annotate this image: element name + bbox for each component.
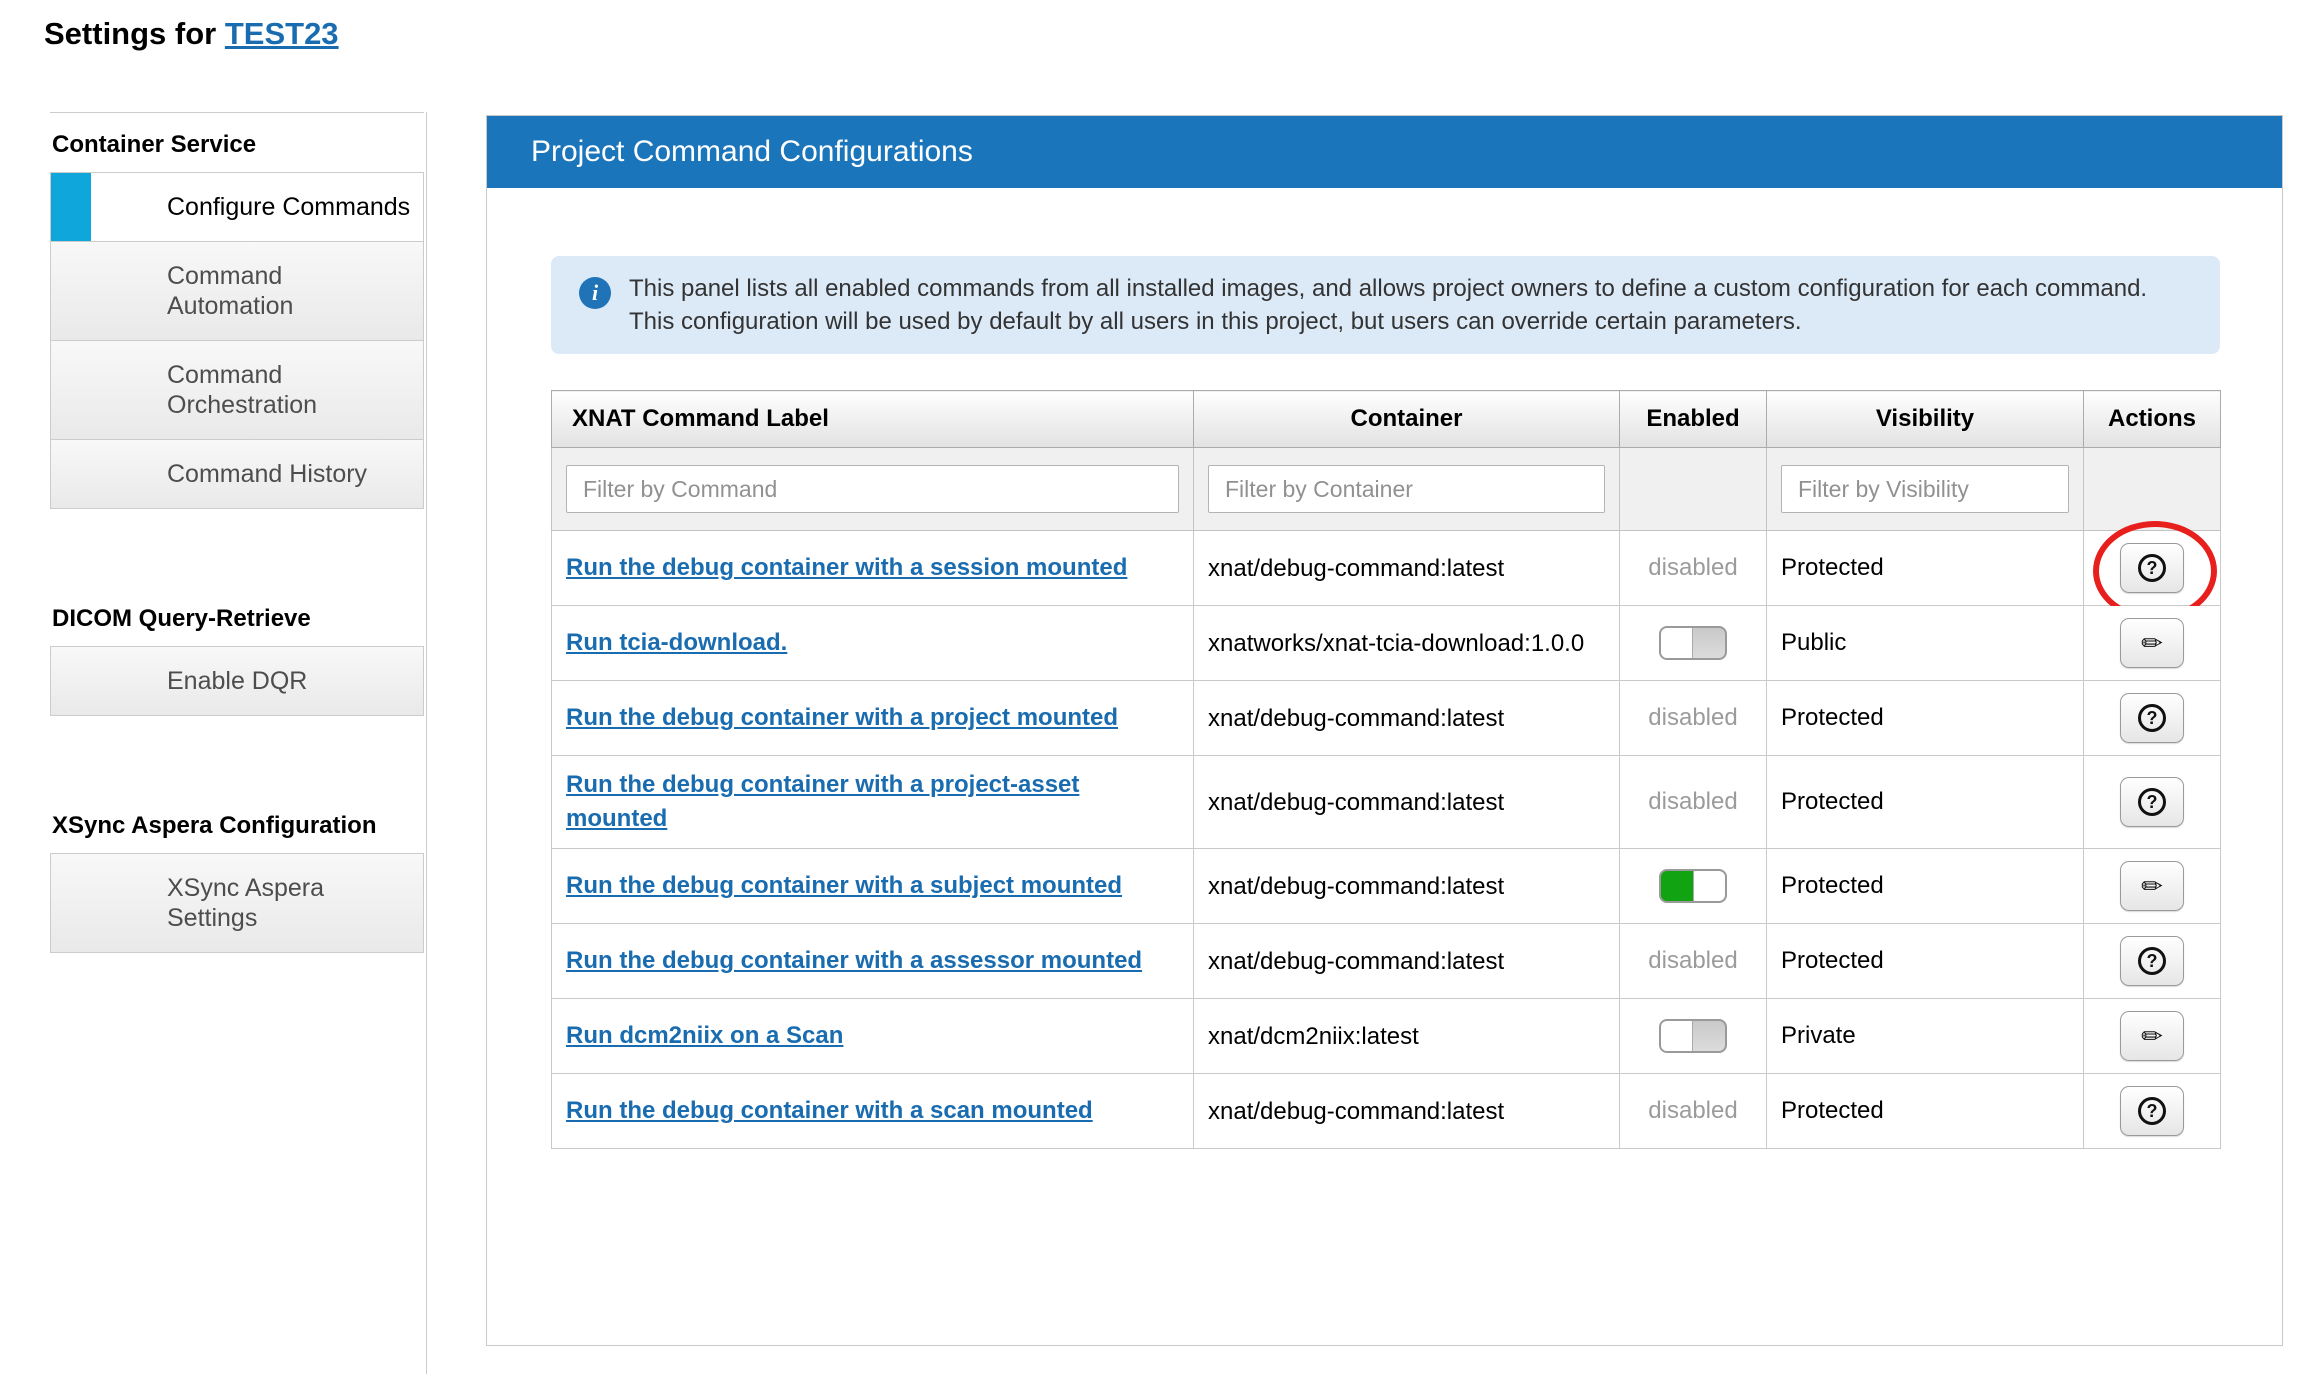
sidebar-item-label: XSync Aspera Settings: [167, 874, 325, 932]
container-value: xnat/dcm2niix:latest: [1194, 999, 1620, 1074]
project-command-configurations-panel: [486, 115, 2283, 1346]
question-circle-icon: ?: [2138, 947, 2166, 975]
question-circle-icon: ?: [2138, 704, 2166, 732]
info-text: This panel lists all enabled commands from all installed images, and allows project owners to define a custom configuration for each command. This configuration will be used by default by all users in this project, but users can override certain parameters.: [629, 275, 2148, 335]
sidebar-item-command-automation[interactable]: [50, 242, 424, 341]
sidebar-section-container-service: [50, 113, 424, 509]
info-message: [551, 256, 2220, 354]
command-config-table: [551, 390, 2221, 1149]
help-button[interactable]: [2120, 693, 2184, 743]
command-link[interactable]: Run the debug container with a subject mounted: [566, 872, 1123, 899]
sidebar-section-title: XSync Aspera Configuration: [50, 794, 424, 854]
enabled-toggle-off[interactable]: [1659, 626, 1727, 660]
column-header-xnat-command-label: XNAT Command Label: [552, 391, 1194, 448]
info-icon: i: [579, 277, 611, 309]
enabled-status-text: disabled: [1648, 1097, 1738, 1124]
help-button[interactable]: [2120, 936, 2184, 986]
command-link[interactable]: Run the debug container with a project-asset mounted: [566, 771, 1080, 832]
panel-header: [487, 116, 2282, 188]
command-link[interactable]: Run the debug container with a session mounted: [566, 554, 1128, 581]
toggle-knob: [1661, 628, 1693, 658]
settings-sidebar: [50, 112, 424, 953]
sidebar-section-xsync-aspera: [50, 794, 424, 953]
container-value: xnat/debug-command:latest: [1194, 531, 1620, 606]
container-value: xnat/debug-command:latest: [1194, 849, 1620, 924]
filter-actions-empty-cell: [2084, 448, 2221, 531]
sidebar-section-dicom-query-retrieve: [50, 587, 424, 716]
table-header-row: [552, 391, 2221, 448]
sidebar-item-label: Command Orchestration: [167, 361, 318, 419]
visibility-value: Protected: [1767, 531, 2084, 606]
enabled-status-text: disabled: [1648, 554, 1738, 581]
table-row: [552, 756, 2221, 849]
toggle-knob: [1693, 871, 1725, 901]
page-title: [44, 16, 339, 52]
table-row: [552, 606, 2221, 681]
sidebar-divider: [426, 112, 427, 1374]
command-link[interactable]: Run the debug container with a assessor mounted: [566, 947, 1143, 974]
filter-enabled-empty-cell: [1620, 448, 1767, 531]
column-header-visibility: Visibility: [1767, 391, 2084, 448]
table-filter-row: [552, 448, 2221, 531]
sidebar-item-label: Enable DQR: [167, 667, 308, 695]
table-row: [552, 1074, 2221, 1149]
project-link[interactable]: TEST23: [224, 16, 339, 51]
column-header-actions: Actions: [2084, 391, 2221, 448]
edit-button[interactable]: [2120, 1011, 2184, 1061]
visibility-value: Protected: [1767, 924, 2084, 999]
visibility-value: Protected: [1767, 756, 2084, 849]
filter-by-container-input[interactable]: [1208, 465, 1605, 513]
visibility-value: Protected: [1767, 681, 2084, 756]
sidebar-section-title: DICOM Query-Retrieve: [50, 587, 424, 647]
sidebar-item-label: Command Automation: [167, 262, 294, 320]
visibility-value: Private: [1767, 999, 2084, 1074]
enabled-toggle-off[interactable]: [1659, 1019, 1727, 1053]
sidebar-section-title: Container Service: [50, 113, 424, 173]
enabled-toggle-on[interactable]: [1659, 869, 1727, 903]
pencil-icon: ✏: [2141, 871, 2163, 901]
table-row: [552, 999, 2221, 1074]
table-row: [552, 531, 2221, 606]
active-tab-indicator: [51, 173, 91, 241]
question-circle-icon: ?: [2138, 1097, 2166, 1125]
sidebar-item-command-history[interactable]: [50, 440, 424, 509]
visibility-value: Public: [1767, 606, 2084, 681]
question-circle-icon: ?: [2138, 788, 2166, 816]
command-link[interactable]: Run the debug container with a scan mounted: [566, 1097, 1093, 1124]
page-title-prefix: Settings for: [44, 16, 225, 51]
table-row: [552, 924, 2221, 999]
help-button[interactable]: [2120, 1086, 2184, 1136]
table-row: [552, 849, 2221, 924]
toggle-knob: [1661, 1021, 1693, 1051]
help-button[interactable]: [2120, 543, 2184, 593]
column-header-container: Container: [1194, 391, 1620, 448]
command-link[interactable]: Run the debug container with a project mounted: [566, 704, 1119, 731]
enabled-status-text: disabled: [1648, 788, 1738, 815]
table-row: [552, 681, 2221, 756]
question-circle-icon: ?: [2138, 554, 2166, 582]
edit-button[interactable]: [2120, 618, 2184, 668]
container-value: xnat/debug-command:latest: [1194, 756, 1620, 849]
command-link[interactable]: Run dcm2niix on a Scan: [566, 1022, 844, 1049]
sidebar-item-enable-dqr[interactable]: [50, 647, 424, 716]
sidebar-item-configure-commands[interactable]: [50, 173, 424, 242]
command-link[interactable]: Run tcia-download.: [566, 629, 788, 656]
container-value: xnat/debug-command:latest: [1194, 924, 1620, 999]
visibility-value: Protected: [1767, 1074, 2084, 1149]
filter-by-visibility-input[interactable]: [1781, 465, 2069, 513]
pencil-icon: ✏: [2141, 1021, 2163, 1051]
sidebar-item-command-orchestration[interactable]: [50, 341, 424, 440]
edit-button[interactable]: [2120, 861, 2184, 911]
visibility-value: Protected: [1767, 849, 2084, 924]
container-value: xnat/debug-command:latest: [1194, 681, 1620, 756]
sidebar-item-label: Configure Commands: [167, 193, 411, 221]
container-value: xnat/debug-command:latest: [1194, 1074, 1620, 1149]
enabled-status-text: disabled: [1648, 947, 1738, 974]
sidebar-item-xsync-aspera-settings[interactable]: [50, 854, 424, 953]
sidebar-item-label: Command History: [167, 460, 368, 488]
filter-by-command-input[interactable]: [566, 465, 1179, 513]
column-header-enabled: Enabled: [1620, 391, 1767, 448]
pencil-icon: ✏: [2141, 628, 2163, 658]
panel-title: Project Command Configurations: [531, 135, 973, 168]
container-value: xnatworks/xnat-tcia-download:1.0.0: [1194, 606, 1620, 681]
help-button[interactable]: [2120, 777, 2184, 827]
enabled-status-text: disabled: [1648, 704, 1738, 731]
